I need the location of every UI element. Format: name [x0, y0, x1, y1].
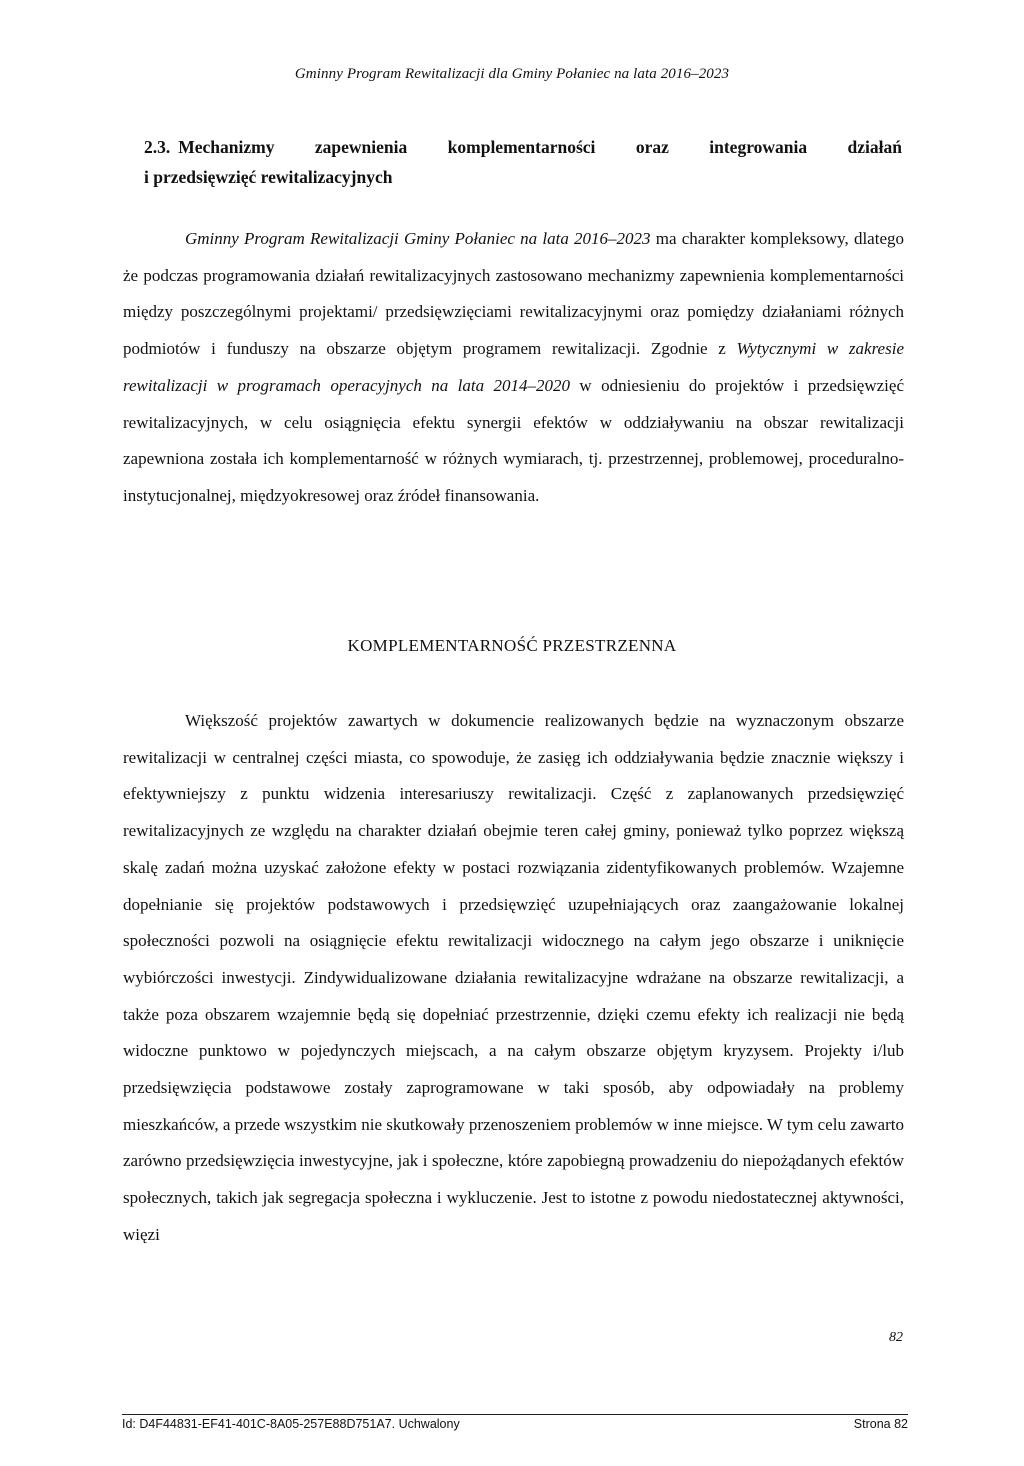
section-number: 2.3.: [144, 137, 171, 157]
section-title-part2: i przedsięwzięć rewitalizacyjnych: [144, 167, 393, 187]
footer-page-label: Strona 82: [853, 1417, 908, 1431]
subheading-spatial-complementarity: KOMPLEMENTARNOŚĆ PRZESTRZENNA: [347, 636, 677, 655]
body-paragraph: Większość projektów zawartych w dokumencie realizowanych będzie na wyznaczonym obszarze rewitalizacji w centralnej części miasta, co spowoduje, że zasięg ich oddziaływania będzie znacznie większy i efektywniejszy z punktu widzenia interesariuszy rewitalizacji. Część z zaplanowanych przedsięwzięć rewitalizacyjnych ze względu na charakter działań obejmie teren całej gminy, ponieważ tylko poprzez większą skalę zadań można uzyskać założone efekty w postaci rozwiązania zidentyfikowanych problemów. Wzajemne dopełnianie się projektów podstawowych i przedsięwzięć uzupełniających oraz zaangażowanie lokalnej społeczności pozwoli na osiągnięcie efektu rewitalizacji widocznego na całym jego obszarze i uniknięcie wybiórczości inwestycji. Zindywidualizowane działania rewitalizacyjne wdrażane na obszarze rewitalizacji, a także poza obszarem wzajemnie będą się dopełniać przestrzennie, dzięki czemu efekty ich realizacji nie będą widoczne punktowo w pojedynczych miejscach, a na całym obszarze objętym kryzysem. Projekty i/lub przedsięwzięcia podstawowe zostały zaprogramowane w taki sposób, aby odpowiadały na problemy mieszkańców, a przede wszystkim nie skutkowały przenoszeniem problemów w inne miejsce. W tym celu zawarto zarówno przedsięwzięcia inwestycyjne, jak i społeczne, które zapobiegną prowadzeniu do niepożądanych efektów społecznych, takich jak segregacja społeczna i wykluczenie. Jest to istotne z powodu niedostatecznej aktywności, więzi: [123, 711, 904, 1244]
section-title-part1: Mechanizmy zapewnienia komplementarności oraz integrowania działań: [178, 137, 902, 157]
intro-text-part1: ma charakter kompleksowy, dlatego że podczas programowania działań rewitalizacyjnych zastosowano mechanizmy zapewnienia komplementarności między poszczególnymi projektami/ przedsięwzięciami rewitalizacyjnymi oraz pomiędzy działaniami różnych podmiotów i funduszy na obszarze objętym programem rewitalizacji. Zgodnie z: [123, 229, 904, 359]
intro-text-part2: w odniesieniu do projektów i przedsięwzięć rewitalizacyjnych, w celu osiągnięcia efektu synergii efektów w oddziaływaniu na obszar rewitalizacji zapewniona została ich komplementarność w różnych wymiarach, tj. przestrzennej, problemowej, proceduralno-instytucjonalnej, międzyokresowej oraz źródeł finansowania.: [123, 375, 904, 505]
intro-paragraph: [123, 221, 904, 515]
section-heading: [144, 132, 902, 192]
footer: [122, 1417, 908, 1431]
footer-divider: [122, 1414, 908, 1415]
program-title-italic: Gminny Program Rewitalizacji Gminy Połaniec na lata 2016–2023: [185, 229, 651, 248]
section-heading-line1: [144, 132, 902, 162]
running-header: Gminny Program Rewitalizacji dla Gminy Połaniec na lata 2016–2023: [294, 66, 730, 82]
footer-document-id: Id: D4F44831-EF41-401C-8A05-257E88D751A7. Uchwalony: [122, 1417, 460, 1431]
page-number: 82: [889, 1330, 903, 1345]
guidelines-reference-italic: Wytycznymi w zakresie rewitalizacji w programach operacyjnych na lata 2014–2020: [123, 339, 904, 395]
